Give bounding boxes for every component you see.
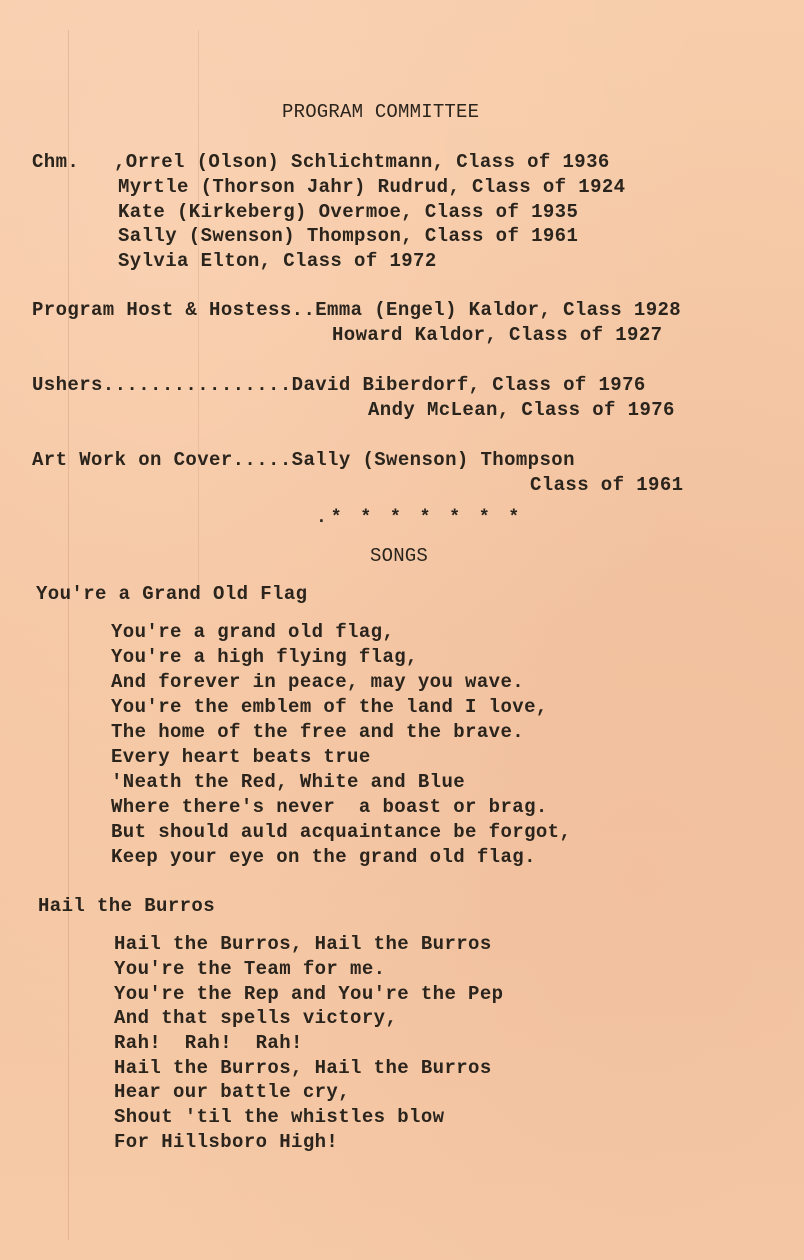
song-lyric-line: And that spells victory, (114, 1007, 398, 1029)
song-lyric-line: Rah! Rah! Rah! (114, 1032, 303, 1054)
committee-member: Sylvia Elton, Class of 1972 (118, 250, 437, 272)
song-lyric-line: You're a grand old flag, (111, 621, 395, 643)
song-lyric-line: Where there's never a boast or brag. (111, 796, 548, 818)
song-lyric-line: But should auld acquaintance be forgot, (111, 821, 572, 843)
star-divider: .* * * * * * * (316, 508, 524, 528)
song-lyric-line: Hail the Burros, Hail the Burros (114, 933, 492, 955)
committee-member: Myrtle (Thorson Jahr) Rudrud, Class of 1924 (118, 176, 626, 198)
committee-member: Kate (Kirkeberg) Overmoe, Class of 1935 (118, 201, 579, 223)
hosts-line: Program Host & Hostess..Emma (Engel) Kaldor, Class 1928 (32, 299, 682, 321)
song-lyric-line: For Hillsboro High! (114, 1131, 339, 1153)
songs-heading: SONGS (370, 545, 429, 567)
committee-title: PROGRAM COMMITTEE (282, 101, 480, 123)
song-title: Hail the Burros (38, 895, 216, 917)
song-lyric-line: Hail the Burros, Hail the Burros (114, 1057, 492, 1079)
ushers-line: Andy McLean, Class of 1976 (368, 399, 675, 421)
song-title: You're a Grand Old Flag (36, 583, 308, 605)
song-lyric-line: You're the Team for me. (114, 958, 386, 980)
committee-member: ,Orrel (Olson) Schlichtmann, Class of 1936 (114, 151, 610, 173)
ushers-line: Ushers................David Biberdorf, Class of 1976 (32, 374, 646, 396)
song-lyric-line: The home of the free and the brave. (111, 721, 525, 743)
song-lyric-line: You're the Rep and You're the Pep (114, 983, 504, 1005)
song-lyric-line: Keep your eye on the grand old flag. (111, 846, 536, 868)
committee-member: Sally (Swenson) Thompson, Class of 1961 (118, 225, 579, 247)
song-lyric-line: Hear our battle cry, (114, 1081, 351, 1103)
song-lyric-line: And forever in peace, may you wave. (111, 671, 525, 693)
hosts-line: Howard Kaldor, Class of 1927 (332, 324, 663, 346)
song-lyric-line: You're the emblem of the land I love, (111, 696, 548, 718)
chair-label: Chm. (32, 151, 80, 173)
art-credit-line: Art Work on Cover.....Sally (Swenson) Thompson (32, 449, 575, 471)
paper-fold-line (68, 30, 69, 1240)
song-lyric-line: Shout 'til the whistles blow (114, 1106, 445, 1128)
art-credit-line: Class of 1961 (530, 474, 684, 496)
song-lyric-line: You're a high flying flag, (111, 646, 418, 668)
song-lyric-line: 'Neath the Red, White and Blue (111, 771, 466, 793)
song-lyric-line: Every heart beats true (111, 746, 371, 768)
